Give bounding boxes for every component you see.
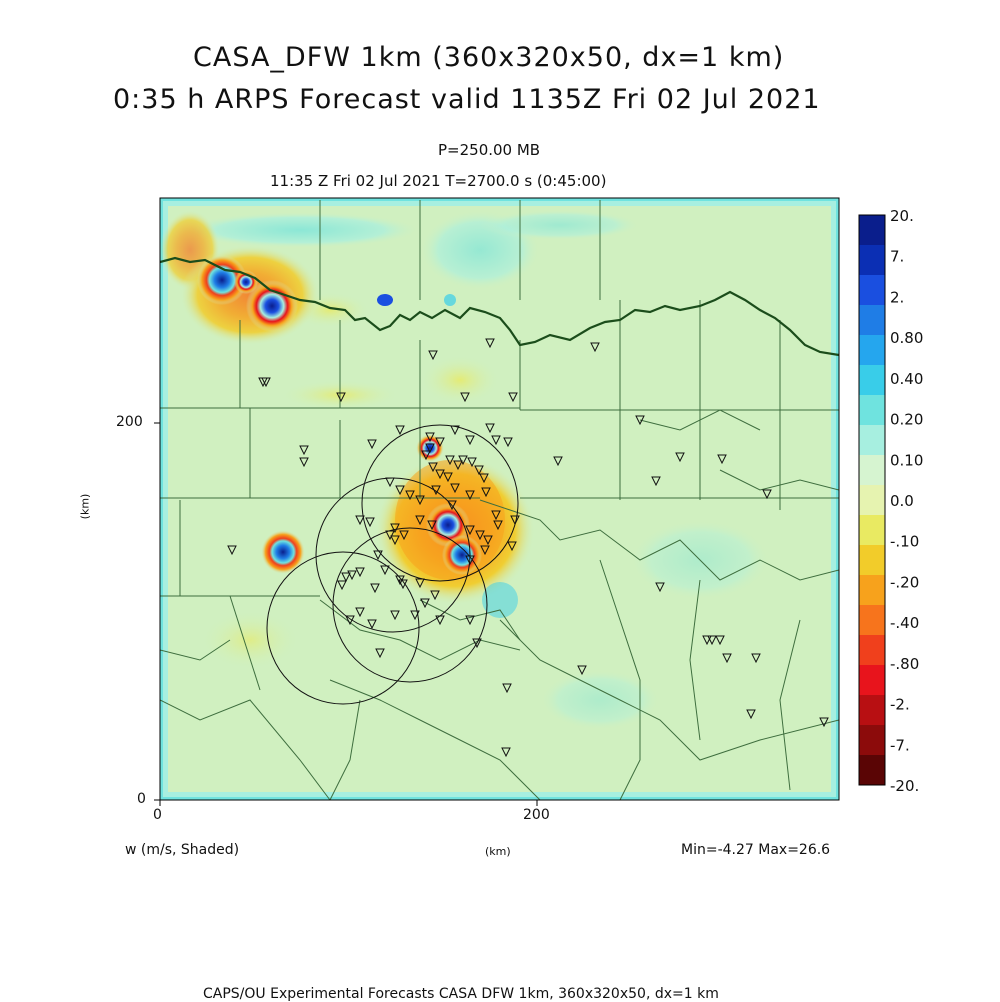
colorbar-swatch bbox=[859, 305, 885, 336]
y-tick-0: 0 bbox=[137, 791, 146, 807]
plot-title-line1: CASA_DFW 1km (360x320x50, dx=1 km) bbox=[193, 42, 785, 73]
colorbar-swatch bbox=[859, 515, 885, 546]
colorbar-label: 0.20 bbox=[890, 410, 924, 429]
colorbar-label: 7. bbox=[890, 247, 905, 266]
colorbar-swatch bbox=[859, 395, 885, 426]
colorbar-label: 0.80 bbox=[890, 329, 924, 348]
storm-cell-central-2 bbox=[442, 535, 482, 575]
min-max-label: Min=-4.27 Max=26.6 bbox=[681, 842, 831, 858]
colorbar-label: 0.10 bbox=[890, 451, 924, 470]
colorbar-label: -20. bbox=[890, 777, 920, 795]
x-axis-unit: (km) bbox=[485, 845, 511, 858]
x-tick-0: 0 bbox=[153, 807, 162, 823]
colorbar-label: 2. bbox=[890, 288, 905, 307]
colorbar-swatch bbox=[859, 215, 885, 246]
valid-time-label: 11:35 Z Fri 02 Jul 2021 T=2700.0 s (0:45:00) bbox=[270, 172, 607, 190]
colorbar-label: -.10 bbox=[890, 532, 920, 551]
colorbar-swatch bbox=[859, 695, 885, 726]
credit-line: CAPS/OU Experimental Forecasts CASA DFW 1km, 360x320x50, dx=1 km bbox=[203, 986, 719, 1002]
colorbar-swatch bbox=[859, 485, 885, 516]
colorbar-label: 0.0 bbox=[890, 492, 914, 510]
colorbar-swatch bbox=[859, 575, 885, 606]
colorbar-swatch bbox=[859, 245, 885, 276]
y-axis-unit: (km) bbox=[78, 493, 92, 520]
colorbar-label: -.40 bbox=[890, 614, 920, 633]
x-tick-200: 200 bbox=[523, 807, 550, 823]
colorbar-swatch bbox=[859, 365, 885, 396]
colorbar-swatch bbox=[859, 425, 885, 456]
colorbar-label: 20. bbox=[890, 207, 914, 225]
pressure-level-label: P=250.00 MB bbox=[438, 141, 541, 159]
plot-title-line2: 0:35 h ARPS Forecast valid 1135Z Fri 02 Jul 2021 bbox=[113, 84, 821, 115]
colorbar-swatch bbox=[859, 545, 885, 576]
colorbar-swatch bbox=[859, 455, 885, 486]
field-label: w (m/s, Shaded) bbox=[125, 842, 240, 858]
colorbar-label: -2. bbox=[890, 695, 910, 714]
colorbar-swatch bbox=[859, 635, 885, 666]
storm-cell-west bbox=[261, 530, 305, 574]
y-tick-200: 200 bbox=[116, 414, 143, 430]
colorbar-label: 0.40 bbox=[890, 369, 924, 388]
colorbar-label: -.80 bbox=[890, 654, 920, 673]
colorbar-label: -7. bbox=[890, 736, 910, 755]
colorbar-swatch bbox=[859, 605, 885, 636]
colorbar-swatch bbox=[859, 275, 885, 306]
colorbar-swatch bbox=[859, 755, 885, 786]
colorbar bbox=[859, 207, 923, 795]
colorbar-swatch bbox=[859, 335, 885, 366]
colorbar-label: -.20 bbox=[890, 573, 920, 592]
colorbar-swatch bbox=[859, 725, 885, 756]
colorbar-swatch bbox=[859, 665, 885, 696]
